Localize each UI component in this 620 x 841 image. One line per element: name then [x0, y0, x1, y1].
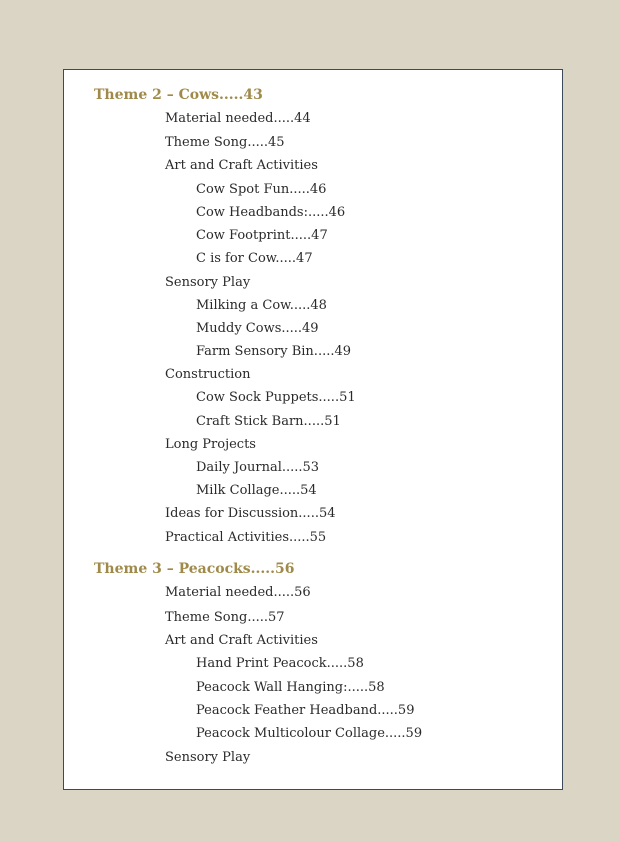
toc-subentry[interactable]: Peacock Wall Hanging:.....58: [196, 680, 385, 695]
toc-entry[interactable]: Theme Song.....45: [165, 135, 285, 150]
toc-subentry[interactable]: Cow Sock Puppets.....51: [196, 390, 356, 405]
toc-subentry[interactable]: Cow Spot Fun.....46: [196, 182, 327, 197]
toc-subentry[interactable]: Muddy Cows.....49: [196, 321, 319, 336]
toc-subentry[interactable]: Craft Stick Barn.....51: [196, 414, 341, 429]
toc-entry[interactable]: Long Projects: [165, 437, 256, 452]
toc-subentry[interactable]: Hand Print Peacock.....58: [196, 656, 364, 671]
toc-subentry[interactable]: Peacock Multicolour Collage.....59: [196, 726, 423, 741]
toc-subentry[interactable]: Cow Headbands:.....46: [196, 205, 346, 220]
toc-entry[interactable]: Theme Song.....57: [165, 610, 285, 625]
toc-entry[interactable]: Art and Craft Activities: [165, 158, 318, 173]
section-heading[interactable]: Theme 3 – Peacocks.....56: [94, 561, 295, 577]
toc-entry[interactable]: Art and Craft Activities: [165, 633, 318, 648]
toc-subentry[interactable]: C is for Cow.....47: [196, 251, 313, 266]
toc-entry[interactable]: Sensory Play: [165, 750, 251, 765]
toc-entry[interactable]: Construction: [165, 367, 251, 382]
toc-subentry[interactable]: Milking a Cow.....48: [196, 298, 327, 313]
toc-subentry[interactable]: Peacock Feather Headband.....59: [196, 703, 415, 718]
section-heading[interactable]: Theme 2 – Cows.....43: [94, 87, 263, 103]
toc-subentry[interactable]: Cow Footprint.....47: [196, 228, 328, 243]
toc-entry[interactable]: Material needed.....44: [165, 111, 311, 126]
toc-entry[interactable]: Sensory Play: [165, 275, 251, 290]
toc-entry[interactable]: Practical Activities.....55: [165, 530, 327, 545]
toc-subentry[interactable]: Daily Journal.....53: [196, 460, 320, 475]
toc-entry[interactable]: Ideas for Discussion.....54: [165, 506, 336, 521]
table-of-contents: [64, 70, 562, 789]
document-page: [63, 69, 563, 790]
toc-subentry[interactable]: Farm Sensory Bin.....49: [196, 344, 352, 359]
toc-entry[interactable]: Material needed.....56: [165, 585, 311, 600]
toc-subentry[interactable]: Milk Collage.....54: [196, 483, 317, 498]
